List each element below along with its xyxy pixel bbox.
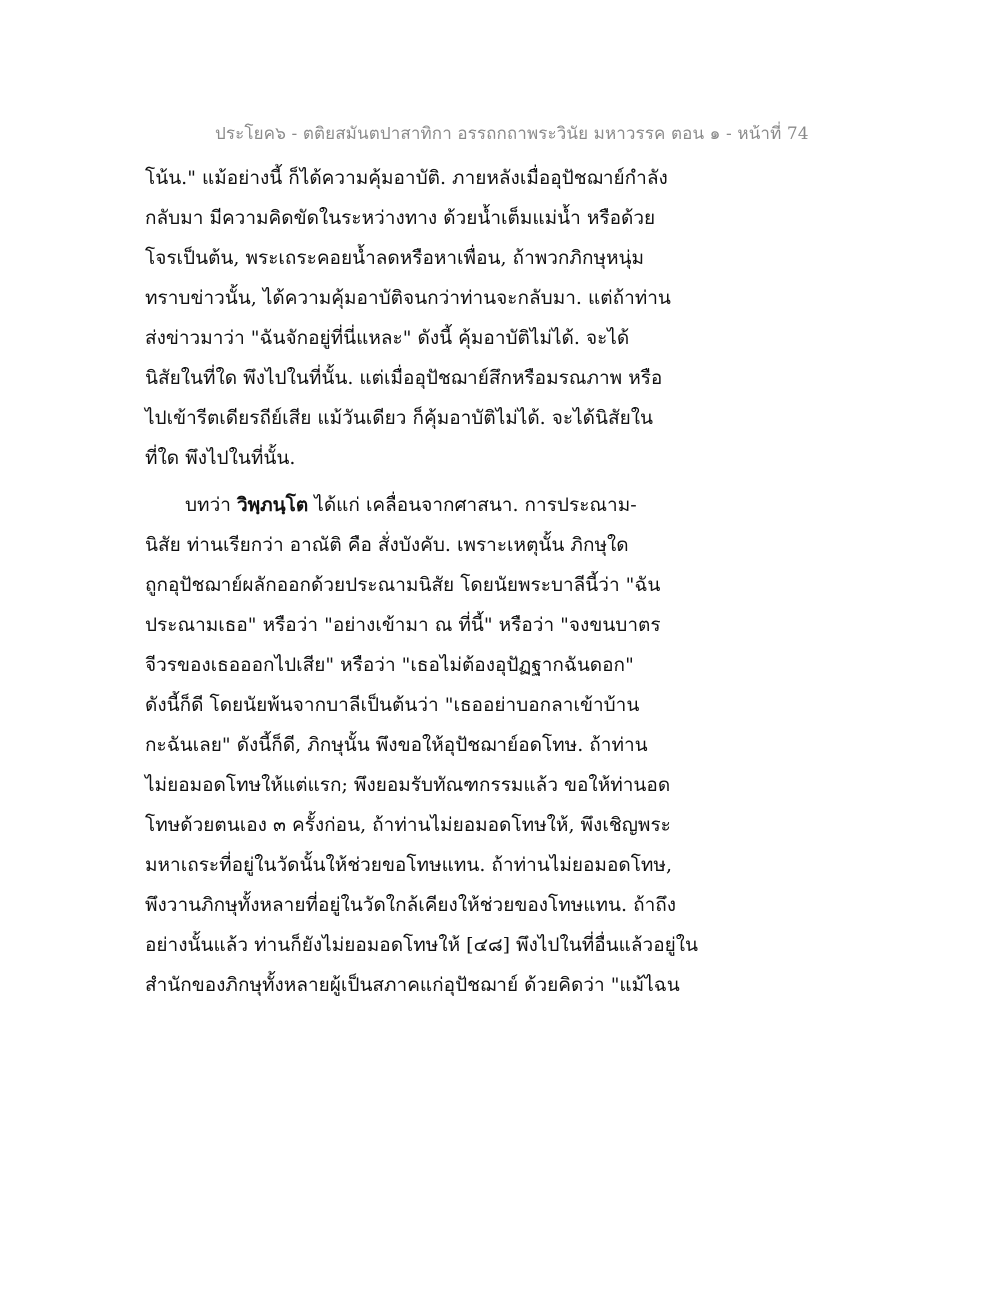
text-line: โจรเป็นต้น, พระเถระคอยน้ำลดหรือหาเพื่อน, ถ้าพวกภิกษุหนุ่ม [145, 247, 645, 269]
text-line-first [145, 485, 765, 525]
text-line: ดังนี้ก็ดี โดยนัยพ้นจากบาลีเป็นต้นว่า "เธออย่าบอกลาเข้าบ้าน [145, 694, 640, 716]
line-lead-text: บทว่า [185, 494, 237, 516]
text-line: กะฉันเลย" ดังนี้ก็ดี, ภิกษุนั้น พึงขอให้อุปัชฌาย์อดโทษ. ถ้าท่าน [145, 734, 648, 756]
text-line: ทราบข่าวนั้น, ได้ความคุ้มอาบัติจนกว่าท่านจะกลับมา. แต่ถ้าท่าน [145, 287, 671, 309]
text-line: จีวรของเธอออกไปเสีย" หรือว่า "เธอไม่ต้องอุปัฏฐากฉันดอก" [145, 654, 634, 676]
bold-term: วิพฺภนฺโต [236, 494, 309, 516]
line-trail-text: ได้แก่ เคลื่อนจากศาสนา. การประณาม- [308, 494, 637, 516]
text-line: อย่างนั้นแล้ว ท่านก็ยังไม่ยอมอดโทษให้ [๔๘] พึงไปในที่อื่นแล้วอยู่ใน [145, 934, 699, 956]
text-line: สำนักของภิกษุทั้งหลายผู้เป็นสภาคแก่อุปัชฌาย์ ด้วยคิดว่า "แม้ไฉน [145, 974, 680, 996]
text-line: ส่งข่าวมาว่า "ฉันจักอยู่ที่นี่แหละ" ดังนี้ คุ้มอาบัติไม่ได้. จะได้ [145, 327, 630, 349]
body-text [145, 158, 765, 1005]
text-line: ไม่ยอมอดโทษให้แต่แรก; พึงยอมรับทัณฑกรรมแล้ว ขอให้ท่านอด [145, 774, 671, 796]
paragraph-2 [145, 485, 765, 1005]
text-line: โทษด้วยตนเอง ๓ ครั้งก่อน, ถ้าท่านไม่ยอมอดโทษให้, พึงเชิญพระ [145, 814, 671, 836]
running-header: ประโยค๖ - ตติยสมันตปาสาทิกา อรรถกถาพระวินัย มหาวรรค ตอน ๑ - หน้าที่ 74 [215, 124, 809, 144]
text-line: ไปเข้ารีตเดียรถีย์เสีย แม้วันเดียว ก็คุ้มอาบัติไม่ได้. จะได้นิสัยใน [145, 407, 653, 429]
text-line: มหาเถระที่อยู่ในวัดนั้นให้ช่วยขอโทษแทน. ถ้าท่านไม่ยอมอดโทษ, [145, 854, 672, 876]
text-line: พึงวานภิกษุทั้งหลายที่อยู่ในวัดใกล้เคียงให้ช่วยของโทษแทน. ถ้าถึง [145, 894, 677, 916]
text-line: ที่ใด พึงไปในที่นั้น. [145, 447, 296, 469]
text-line: ประณามเธอ" หรือว่า "อย่างเข้ามา ณ ที่นี้" หรือว่า "จงขนบาตร [145, 614, 661, 636]
text-line: นิสัย ท่านเรียกว่า อาณัติ คือ สั่งบังคับ. เพราะเหตุนั้น ภิกษุใด [145, 534, 629, 556]
text-line: โน้น." แม้อย่างนี้ ก็ได้ความคุ้มอาบัติ. ภายหลังเมื่ออุปัชฌาย์กำลัง [145, 167, 668, 189]
paragraph-1 [145, 158, 765, 478]
text-line: นิสัยในที่ใด พึงไปในที่นั้น. แต่เมื่ออุปัชฌาย์สึกหรือมรณภาพ หรือ [145, 367, 663, 389]
text-line: ถูกอุปัชฌาย์ผลักออกด้วยประณามนิสัย โดยนัยพระบาลีนี้ว่า "ฉัน [145, 574, 661, 596]
text-line: กลับมา มีความคิดขัดในระหว่างทาง ด้วยน้ำเต็มแม่น้ำ หรือด้วย [145, 207, 656, 229]
